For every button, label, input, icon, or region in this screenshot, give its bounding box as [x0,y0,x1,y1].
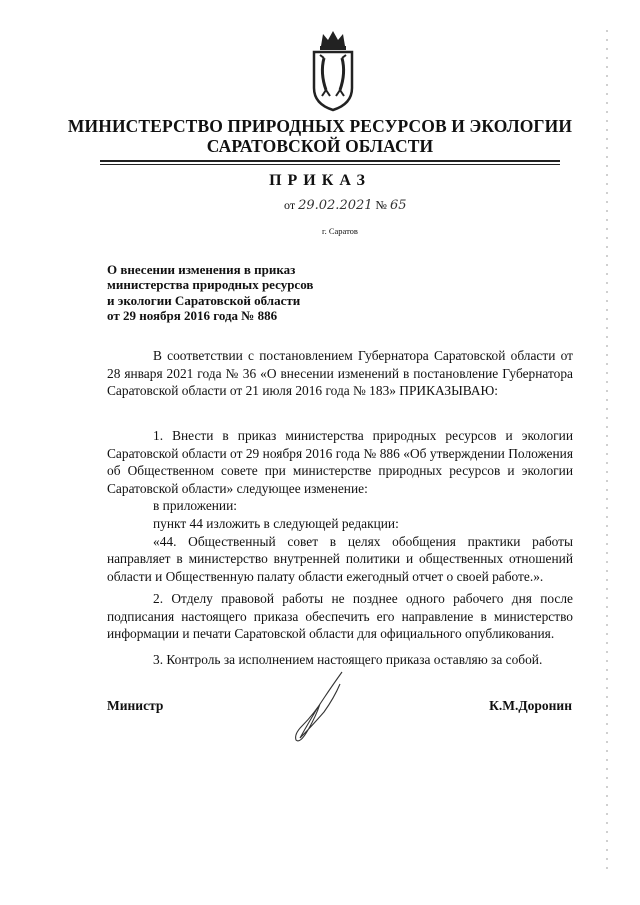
subject-line: О внесении изменения в приказ [107,262,296,277]
document-type-title: ПРИКАЗ [269,172,371,189]
subject-line: от 29 ноября 2016 года № 886 [107,308,278,324]
item-1-line-b: пункт 44 изложить в следующей редакции: [153,515,399,531]
city-label: г. Саратов [322,226,358,236]
preamble-text: В соответствии с постановлением Губернатора Саратовской области от 28 января 2021 года № 36 «О внесении изменений в постановление Губернатора Саратовской области от 21 июля 2016 года № 183» ПРИКАЗЫВАЮ: [107,348,573,399]
item-1-quote: «44. Общественный совет в целях обобщения практики работы направляет в министерство внутренней политики и общественных отношений области и Общественную палату области ежегодный отчет о своей работе.». [107,533,573,584]
item-1-line-a: в приложении: [153,498,237,514]
saratov-coat-of-arms-icon [306,28,360,114]
item-1-text: 1. Внести в приказ министерства природных ресурсов и экологии Саратовской области от 29 ноября 2016 года № 886 «Об утверждении Положения об Общественном совете при министерстве природных ресурсов и экологии Саратовской области» следующее изменение: [107,428,573,496]
header-divider-thin [100,164,560,165]
order-subject [107,262,313,324]
item-3-text: 3. Контроль за исполнением настоящего приказа оставляю за собой. [153,652,543,667]
signer-title: Министр [107,698,164,713]
number-prefix: № [375,198,387,212]
handwritten-signature-icon [280,668,360,748]
header-divider [100,160,560,162]
item-3-paragraph [107,651,573,669]
ministry-name-line2: САРАТОВСКОЙ ОБЛАСТИ [206,136,434,156]
signer-name: К.М.Доронин [489,698,572,713]
preamble-paragraph [107,347,573,400]
subject-line: министерства природных ресурсов [107,277,314,293]
date-prefix: от [284,198,296,212]
item-2-text: 2. Отделу правовой работы не позднее одного рабочего дня после подписания настоящего приказа обеспечить его направление в министерство информации и печати Саратовской области для официального опубликования. [107,591,573,642]
scan-edge-mark [606,30,608,870]
number-value: 65 [389,198,407,213]
item-1-paragraph [107,427,573,585]
ministry-name-line1: МИНИСТЕРСТВО ПРИРОДНЫХ РЕСУРСОВ И ЭКОЛОГИИ [67,116,573,136]
order-date-number [284,198,407,213]
item-2-paragraph [107,590,573,643]
subject-line: и экологии Саратовской области [107,292,301,308]
date-value: 29.02.2021 [298,198,373,213]
